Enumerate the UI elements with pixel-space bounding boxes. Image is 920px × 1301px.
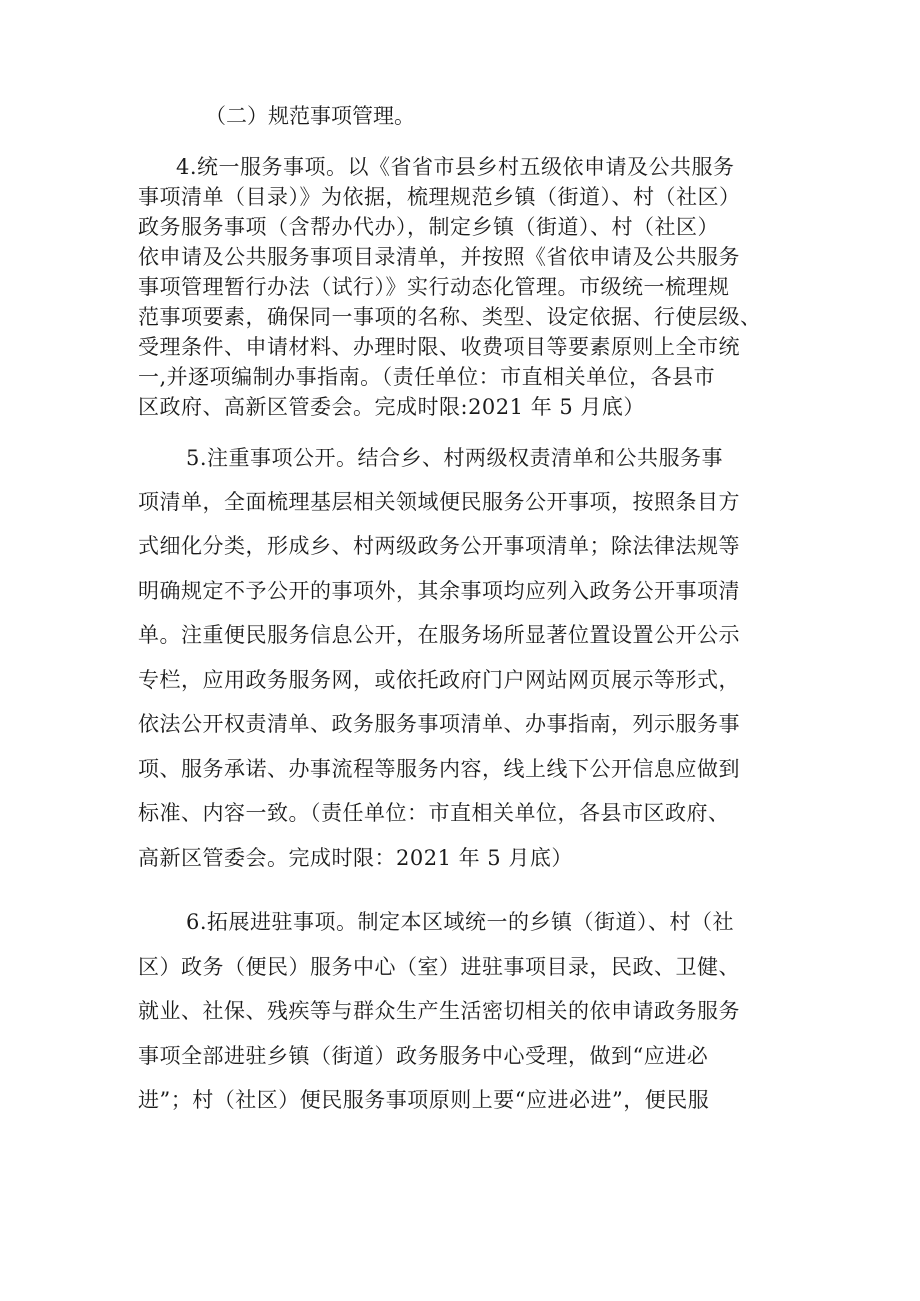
paragraph-line: 区）政务（便民）服务中心（室）进驻事项目录，民政、卫健、: [138, 955, 740, 979]
paragraph-line: 标准、内容一致。（责任单位：市直相关单位，各县市区政府、: [138, 801, 730, 825]
paragraph-line: 6.拓展进驻事项。制定本区域统一的乡镇（街道）、村（社: [186, 910, 735, 934]
paragraph-line: 5.注重事项公开。结合乡、村两级权责清单和公共服务事: [186, 446, 724, 470]
paragraph-line: 一,并逐项编制办事指南。（责任单位：市直相关单位，各县市: [138, 365, 716, 389]
paragraph-line: 专栏，应用政务服务网，或依托政府门户网站网页展示等形式，: [138, 668, 740, 692]
paragraph-line: 式细化分类，形成乡、村两级政务公开事项清单；除法律法规等: [138, 534, 740, 558]
paragraph-line: 项、服务承诺、办事流程等服务内容，线上线下公开信息应做到: [138, 757, 740, 781]
paragraph-line: 单。注重便民服务信息公开，在服务场所显著位置设置公开公示: [138, 623, 740, 647]
paragraph-line: 事项管理暂行办法（试行）》实行动态化管理。市级统一梳理规: [138, 275, 730, 299]
paragraph-line: 高新区管委会。完成时限：2021 年 5 月底）: [138, 846, 573, 870]
paragraph-line: 受理条件、申请材料、办理时限、收费项目等要素原则上全市统: [138, 335, 740, 359]
paragraph-line: 进”；村（社区）便民服务事项原则上要“应进必进”，便民服: [138, 1088, 710, 1112]
paragraph-line: 就业、社保、残疾等与群众生产生活密切相关的依申请政务服务: [138, 999, 740, 1023]
paragraph-line: 明确规定不予公开的事项外，其余事项均应列入政务公开事项清: [138, 579, 740, 603]
paragraph-line: 政务服务事项（含帮办代办），制定乡镇（街道）、村（社区）: [138, 215, 719, 239]
paragraph-line: 范事项要素，确保同一事项的名称、类型、设定依据、行使层级、: [138, 305, 762, 329]
paragraph-line: 依法公开权责清单、政务服务事项清单、办事指南，列示服务事: [138, 712, 740, 736]
paragraph-line: 依申请及公共服务事项目录清单，并按照《省依申请及公共服务: [138, 245, 740, 269]
paragraph-line: 区政府、高新区管委会。完成时限:2021 年 5 月底）: [138, 395, 645, 419]
paragraph-line: 事项清单（目录）》为依据，梳理规范乡镇（街道）、村（社区）: [138, 185, 741, 209]
paragraph-line: 项清单，全面梳理基层相关领域便民服务公开事项，按照条目方: [138, 490, 740, 514]
paragraph-line: 事项全部进驻乡镇（街道）政务服务中心受理，做到“应进必: [138, 1044, 709, 1068]
paragraph-line: 4.统一服务事项。以《省省市县乡村五级依申请及公共服务: [176, 155, 735, 179]
section-heading: （二）规范事项管理。: [205, 104, 415, 128]
